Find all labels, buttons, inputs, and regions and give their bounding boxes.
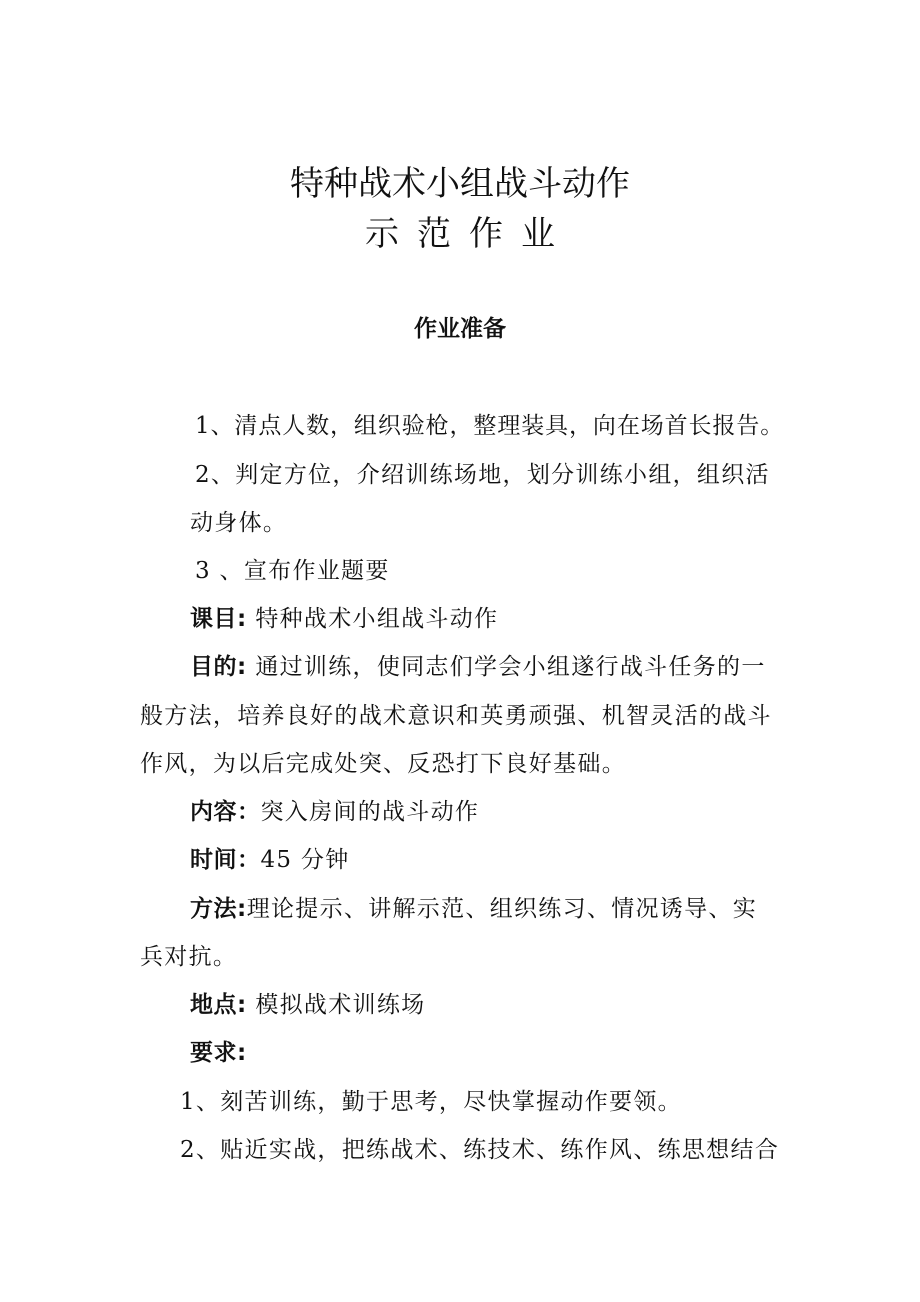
step-1: 1、清点人数，组织验枪，整理装具，向在场首长报告。 xyxy=(195,413,785,439)
time-value: 45 分钟 xyxy=(260,847,350,873)
step-2-line-2: 动身体。 xyxy=(190,510,288,536)
method-line-1: 理论提示、讲解示范、组织练习、情况诱导、实 xyxy=(246,896,758,922)
content-row xyxy=(190,796,479,828)
location-label: 地点: xyxy=(190,992,247,1018)
purpose-line-3: 作风，为以后完成处突、反恐打下良好基础。 xyxy=(140,751,626,777)
section-heading: 作业准备 xyxy=(414,316,506,342)
time-row xyxy=(190,844,350,876)
step-3: 3 、宣布作业题要 xyxy=(195,558,390,584)
method-label: 方法: xyxy=(190,896,247,922)
content-label: 内容： xyxy=(190,799,261,825)
step-2-line-1: 2、判定方位，介绍训练场地，划分训练小组，组织活 xyxy=(195,462,770,488)
location-row xyxy=(190,989,425,1021)
document-subtitle: 示范作业 xyxy=(365,214,573,254)
method-row xyxy=(190,893,757,925)
purpose-line-1: 通过训练，使同志们学会小组遂行战斗任务的一 xyxy=(255,654,766,680)
document-title: 特种战术小组战斗动作 xyxy=(290,164,630,204)
content-value: 突入房间的战斗动作 xyxy=(260,799,480,825)
time-label: 时间： xyxy=(190,847,261,873)
subject-row xyxy=(190,603,498,635)
purpose-label: 目的: xyxy=(190,654,247,680)
requirements-row xyxy=(190,1037,247,1069)
purpose-row xyxy=(190,651,766,683)
subject-value: 特种战术小组战斗动作 xyxy=(255,606,499,632)
subject-label: 课目: xyxy=(190,606,247,632)
requirement-1: 1、刻苦训练，勤于思考，尽快掌握动作要领。 xyxy=(180,1089,682,1115)
purpose-line-2: 般方法，培养良好的战术意识和英勇顽强、机智灵活的战斗 xyxy=(140,703,772,729)
location-value: 模拟战术训练场 xyxy=(255,992,426,1018)
requirement-2: 2、贴近实战，把练战术、练技术、练作风、练思想结合 xyxy=(180,1137,780,1163)
requirements-label: 要求: xyxy=(190,1040,247,1066)
method-line-2: 兵对抗。 xyxy=(140,944,238,970)
